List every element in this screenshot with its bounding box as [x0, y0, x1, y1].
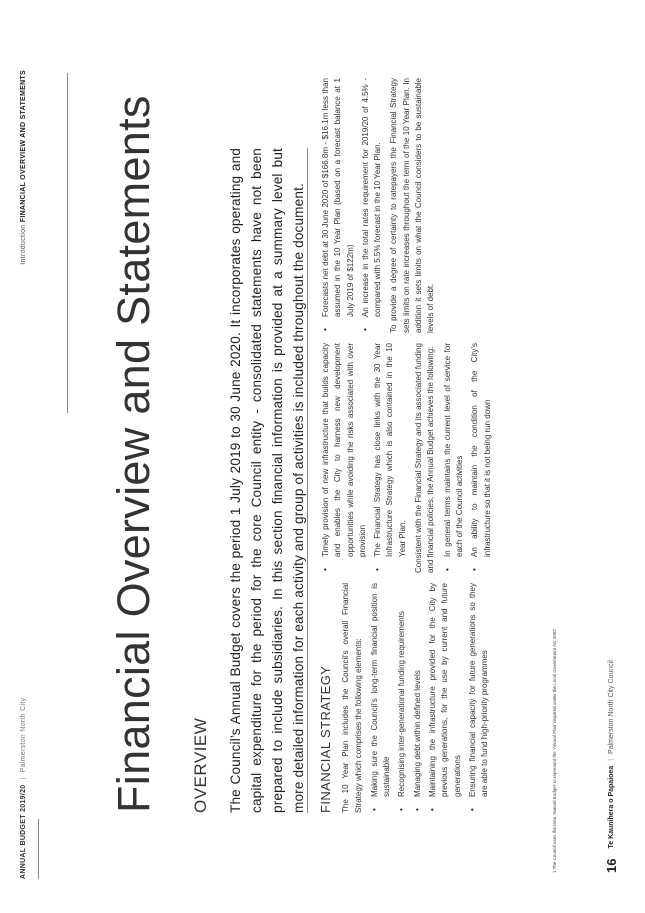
list-item: • Making sure the Council’s long-term financial position is sustainable [369, 583, 392, 811]
achievements-list [442, 343, 494, 573]
list-item: • An ability to maintain the condition of the City’s infrastructure so that it is not being run down [470, 343, 492, 571]
list-item: • Recognising inter-generational funding requirements [396, 583, 408, 813]
strategy-elements-list-cont [320, 343, 409, 573]
bullet-icon: • [373, 568, 383, 571]
page-number: 16 [604, 858, 619, 873]
header-rule [67, 73, 68, 413]
list-item: • Timely provision of new infrastructure that builds capacity and enables the City to harness new development opportunities while avoiding the risks associated with over provision [321, 343, 367, 571]
header-org: Palmerston North City [20, 697, 27, 773]
bullet-icon: • [467, 808, 477, 811]
council-name: Palmerston North City Council [608, 660, 615, 754]
bullet-icon: • [321, 328, 330, 331]
bullet-icon: • [360, 328, 370, 331]
bullet-icon: • [321, 568, 330, 571]
section-prefix: Introduction [20, 224, 27, 265]
bullet-icon: • [397, 808, 407, 811]
overview-paragraph: The Council’s Annual Budget covers the period 1 July 2019 to 30 June 2020. It incorporates operating and capital expenditure for the period for the core Council entity - consolidated statements have not been prepared to include subsidiaries. In this section financial information is provided at a summary level but more detailed information for each activity and group of activities is included throughout the document. [228, 148, 306, 813]
running-header [20, 698, 27, 879]
list-item: • The Financial Strategy has close links with the 30 Year Infrastructure Strategy which is also contained in the 10 Year Plan. [373, 343, 407, 571]
maori-name: Te Kaunihera o Papaioea [608, 765, 615, 849]
strategy-elements-list [369, 583, 492, 813]
footnote: 1 The Council uses the term ‘Annual Budget’ to represent the ‘Annual Plan’ required under the Local Government Act 2002 [552, 629, 557, 873]
column-2 [320, 343, 498, 573]
page-title: Financial Overview and Statements [108, 95, 159, 813]
bullet-icon: • [369, 808, 379, 811]
footer-separator: | [608, 758, 615, 761]
financial-strategy-heading: FINANCIAL STRATEGY [318, 665, 333, 813]
column-3 [320, 78, 442, 333]
bullet-icon: • [412, 808, 422, 811]
strategy-intro: The 10 Year Plan includes the Council’s overall Financial Strategy which comprises the following elements: [341, 583, 363, 813]
list-item: • Forecasts net debt at 30 June 2020 of $166.8m - $16.1m less than assumed in the 10 Year Plan (based on a forecast balance at 1 July 2019 of $122m) [321, 78, 355, 331]
section-header [20, 70, 27, 265]
column-1 [320, 583, 496, 813]
list-item: • An increase in the total rates requirement for 2019/20 of 4.5% - compared with 5.5% forecast in the 10 Year Plan. [360, 78, 383, 331]
list-item: • Managing debt within defined levels [412, 583, 424, 813]
page-footer [604, 660, 619, 873]
header-rule [38, 819, 39, 879]
doc-title: ANNUAL BUDGET 2019/20 [20, 784, 27, 879]
bullet-icon: • [442, 568, 452, 571]
overview-heading: OVERVIEW [191, 717, 210, 813]
closing-text: To provide a degree of certainty to ratepayers the Financial Strategy sets limits on rate increases throughout the term of the 10 Year Plan. In addition it sets limits on what the Council considers to be sustainable levels of debt. [389, 78, 436, 333]
section-divider [307, 148, 308, 813]
section-title: FINANCIAL OVERVIEW AND STATEMENTS [20, 70, 27, 223]
list-item: • Ensuring financial capacity for future generations so they are able to fund high-priority programmes [467, 583, 490, 811]
list-item: • In general terms maintains the current level of service for each of the Council activities [442, 343, 464, 571]
consistency-text: Consistent with the Financial Strategy and its associated funding and financial policies, the Annual Budget achieves the following: [414, 343, 436, 573]
bullet-icon: • [470, 568, 480, 571]
achievements-list-cont [320, 78, 384, 333]
header-separator: | [20, 777, 27, 780]
list-item: • Maintaining the infrastructure provided for the City by previous generations, for the use by current and future generations [428, 583, 462, 811]
bullet-icon: • [428, 808, 438, 811]
